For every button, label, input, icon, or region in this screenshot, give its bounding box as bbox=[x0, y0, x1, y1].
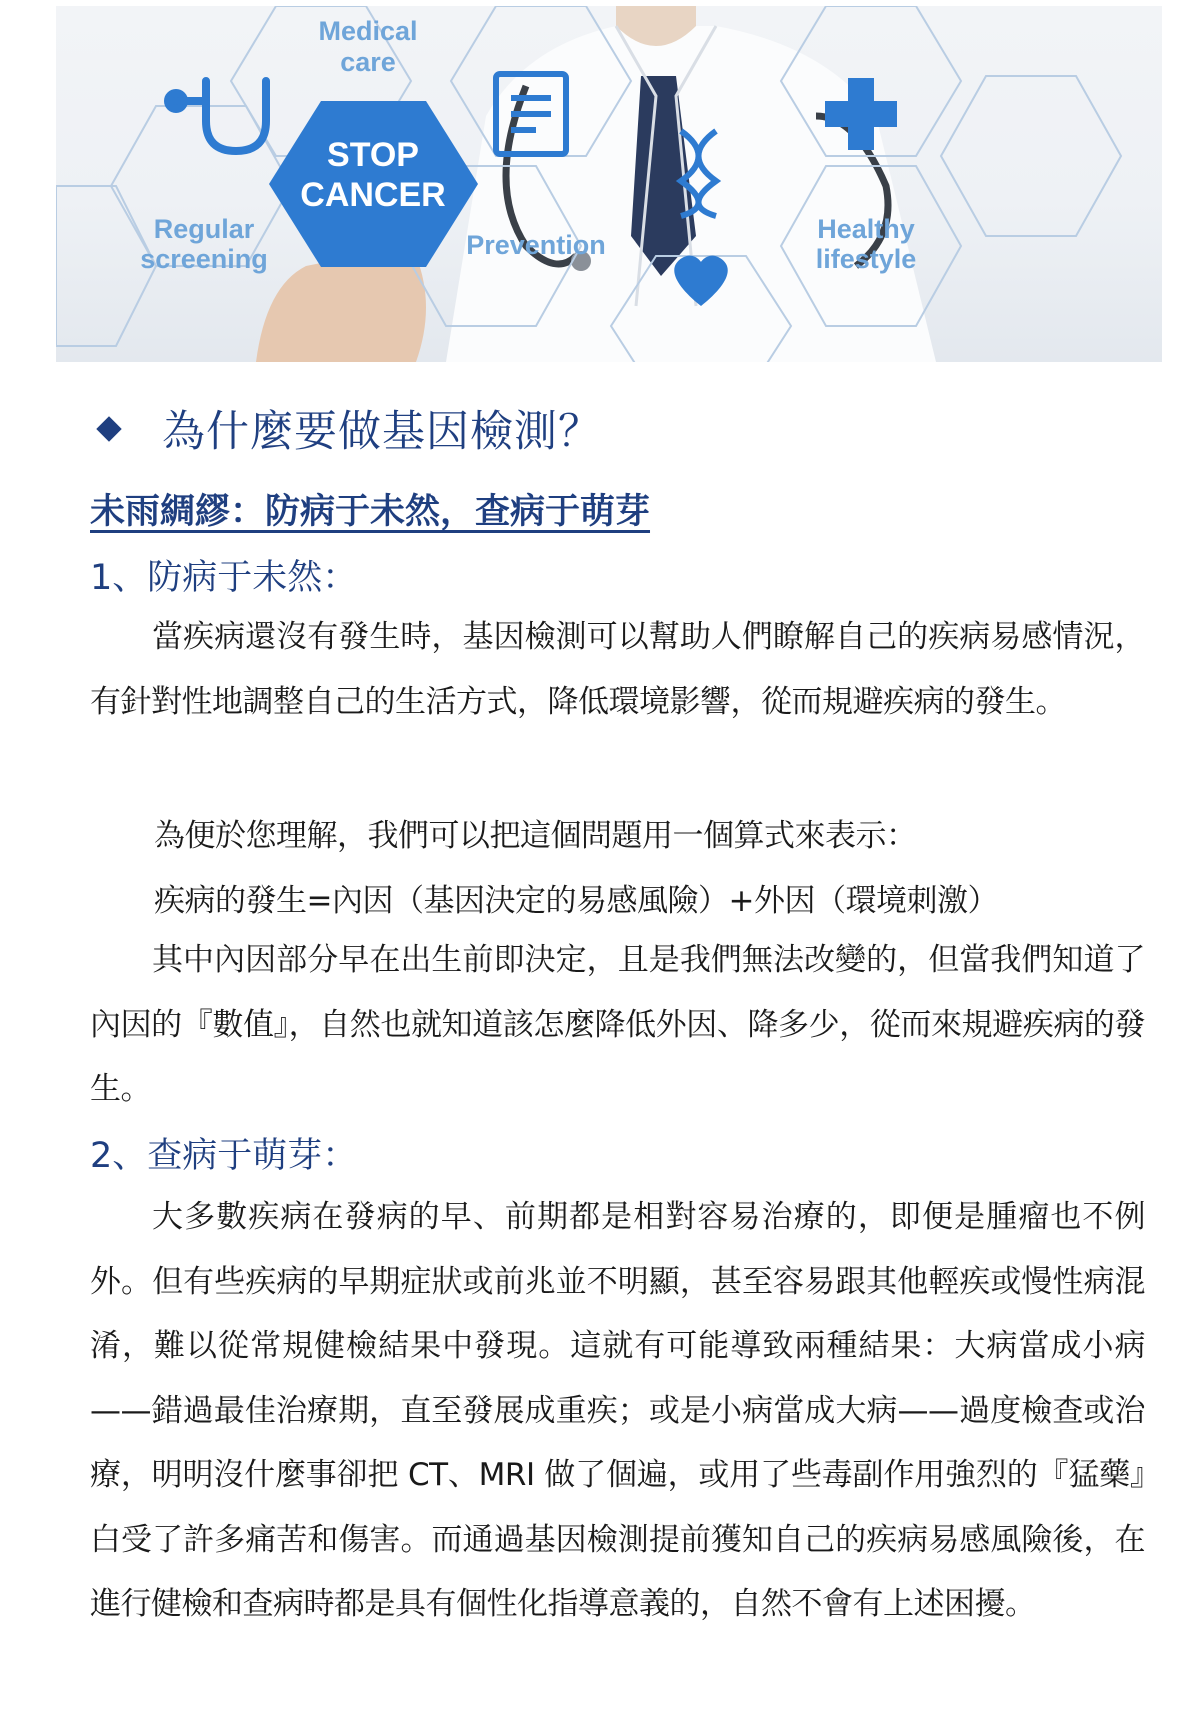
subtitle: 未雨綢繆：防病于未然，查病于萌芽 bbox=[90, 492, 651, 532]
stop-label: STOP bbox=[327, 136, 419, 174]
section-heading bbox=[90, 398, 602, 459]
cancer-label: CANCER bbox=[300, 176, 446, 214]
regular-label: Regular bbox=[153, 214, 255, 244]
screening-label: screening bbox=[140, 244, 268, 274]
care-label: care bbox=[340, 47, 396, 77]
lifestyle-label: lifestyle bbox=[815, 244, 917, 274]
medical-label: Medical bbox=[318, 16, 418, 46]
banner-graphic bbox=[56, 6, 1162, 362]
formula-line: 疾病的發生=內因（基因決定的易感風險）+外因（環境刺激） bbox=[154, 883, 998, 919]
diamond-bullet-icon bbox=[96, 416, 121, 441]
healthy-label: Healthy bbox=[817, 214, 915, 244]
section2-paragraph-1: 大多數疾病在發病的早、前期都是相對容易治療的，即便是腫瘤也不例外。但有些疾病的早期症狀或前兆並不明顯，甚至容易跟其他輕疾或慢性病混淆，難以從常規健檢結果中發現。這就有可能導致兩種結果：大病當成小病——錯過最佳治療期，直至發展成重疾；或是小病當成大病——過度檢查或治療，明明沒什麼事卻把 CT、MRI 做了個遍，或用了些毒副作用強烈的『猛藥』白受了許多痛苦和傷害。而通過基因檢測提前獲知自己的疾病易感風險後，在進行健檢和查病時都是具有個性化指導意義的，自然不會有上述困擾。 bbox=[90, 1199, 1145, 1622]
stop-cancer-banner bbox=[56, 6, 1162, 362]
section2-title: 2、查病于萌芽： bbox=[90, 1136, 358, 1176]
prevention-label: Prevention bbox=[466, 230, 606, 260]
heading-text: 為什麼要做基因檢測？ bbox=[162, 407, 602, 457]
section1-paragraph-4: 其中內因部分早在出生前即決定，且是我們無法改變的，但當我們知道了內因的『數值』，自然也就知道該怎麼降低外因、降多少，從而來規避疾病的發生。 bbox=[90, 942, 1145, 1107]
section1-paragraph-1: 當疾病還沒有發生時，基因檢測可以幫助人們瞭解自己的疾病易感情況，有針對性地調整自己的生活方式，降低環境影響，從而規避疾病的發生。 bbox=[90, 619, 1145, 720]
section1-title: 1、防病于未然： bbox=[90, 558, 358, 598]
section1-paragraph-2: 為便於您理解，我們可以把這個問題用一個算式來表示： bbox=[154, 818, 917, 854]
